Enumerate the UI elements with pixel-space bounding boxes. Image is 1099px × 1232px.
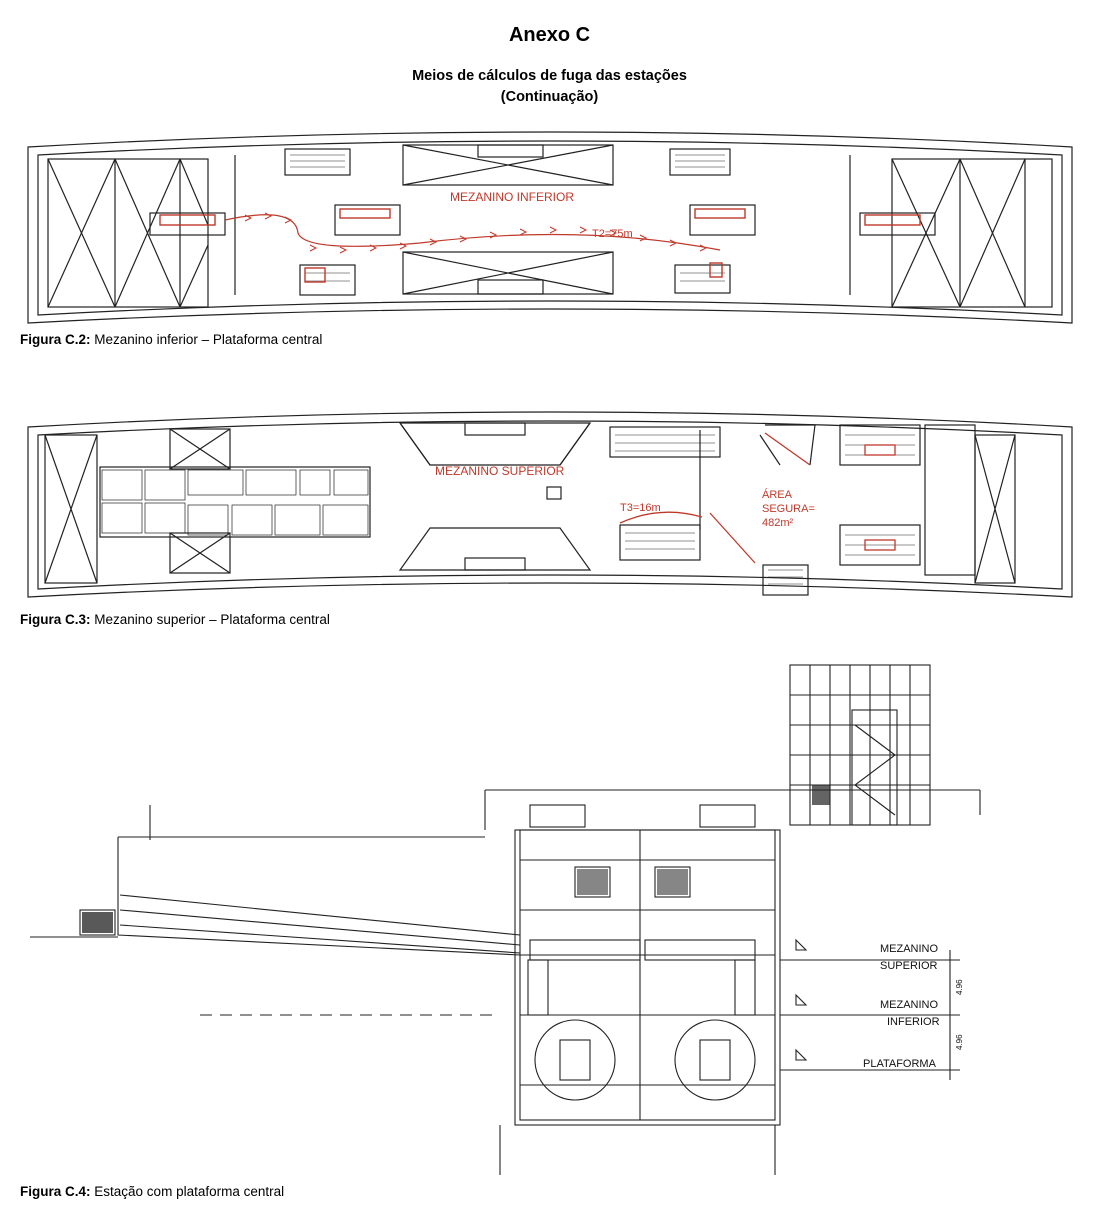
subtitle-line-1: Meios de cálculos de fuga das estações	[412, 68, 687, 84]
dimension-1-label: 4.96	[955, 979, 964, 995]
level-2-label-line-1: MEZANINO	[880, 999, 939, 1011]
figure-c3-area-line-3: 482m²	[762, 517, 794, 529]
figure-c2-plan	[20, 125, 1080, 330]
level-3-label: PLATAFORMA	[863, 1058, 936, 1070]
figure-c3-caption	[20, 612, 330, 627]
figure-c2-plan-label: MEZANINO INFERIOR	[450, 190, 575, 204]
figure-c3-area-line-2: SEGURA=	[762, 503, 815, 515]
figure-c2-label: Figura C.2:	[20, 332, 91, 347]
figure-c4-caption	[20, 1184, 284, 1199]
figure-c4-section	[0, 655, 1099, 1180]
figure-c2-caption-text: Mezanino inferior – Plataforma central	[94, 332, 323, 347]
figure-c3-label: Figura C.3:	[20, 612, 91, 627]
subtitle-line-2: (Continuação)	[500, 89, 599, 105]
figure-c4-label: Figura C.4:	[20, 1184, 91, 1199]
figure-c3-caption-text: Mezanino superior – Plataforma central	[94, 612, 330, 627]
page-subtitle	[0, 66, 1099, 108]
figure-c3-plan	[20, 405, 1080, 605]
figure-c2-route-label: T2=75m	[592, 228, 633, 240]
dimension-2-label: 4.96	[955, 1034, 964, 1050]
figure-c2-caption	[20, 332, 322, 347]
figure-c4-caption-text: Estação com plataforma central	[94, 1184, 285, 1199]
level-1-label-line-2: SUPERIOR	[880, 960, 938, 972]
level-2-label-line-2: INFERIOR	[887, 1016, 940, 1028]
page-title: Anexo C	[508, 24, 591, 46]
figure-c3-area-line-1: ÁREA	[762, 489, 792, 501]
level-1-label-line-1: MEZANINO	[880, 943, 939, 955]
figure-c3-plan-label: MEZANINO SUPERIOR	[435, 464, 565, 478]
figure-c3-route-label: T3=16m	[620, 502, 661, 514]
